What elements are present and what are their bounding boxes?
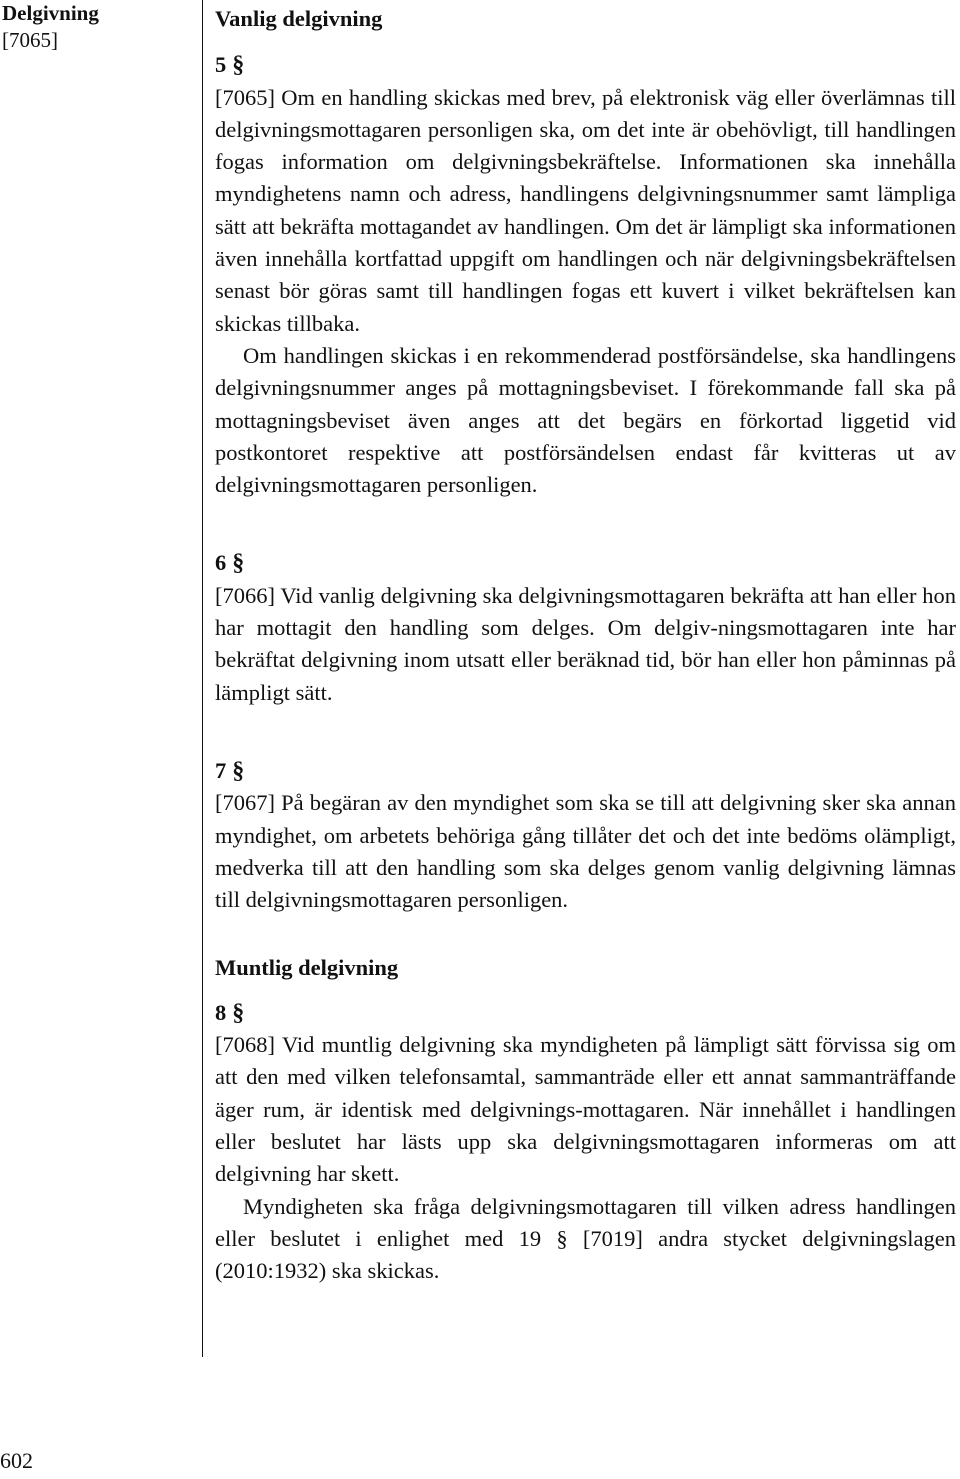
section-8-paragraph-2: Myndigheten ska fråga delgivningsmottagaren till vilken adress handlingen eller beslutet i enlighet med 19 § [7019] andra stycket delgivningslagen (2010:1932) ska skickas.	[215, 1193, 956, 1284]
section-number-text: 6	[215, 550, 227, 576]
paragraph-sign-icon: §	[232, 550, 245, 577]
section-number-text: 5	[215, 52, 227, 78]
section-number-text: 7	[215, 757, 227, 783]
vertical-rule	[202, 0, 203, 1357]
section-7-paragraph-1: [7067] På begäran av den myndighet som ska se till att delgivning sker ska annan myndighet, om arbetets behöriga gång tillåter det och det inte bedöms olämpligt, medverka till att den handling som ska delges genom vanlig delgivning lämnas till delgivningsmottagaren personligen.	[215, 790, 956, 913]
document-body	[215, 3, 956, 1287]
section-number-8	[215, 997, 956, 1029]
section-number-text: 8	[215, 999, 227, 1025]
paragraph-sign-icon: §	[232, 757, 245, 784]
margin-note-title: Delgivning	[2, 1, 99, 25]
section-6-paragraph-1: [7066] Vid vanlig delgivning ska delgivningsmottagaren bekräfta att han eller hon har mottagit den handling som delges. Om delgiv-ningsmottagaren inte har bekräftat delgivning inom utsatt eller beräknad tid, bör han eller hon påminnas på lämpligt sätt.	[215, 582, 956, 705]
section-number-7	[215, 755, 956, 787]
page-number: 602	[0, 1448, 33, 1473]
section-5-paragraph-2: Om handlingen skickas i en rekommenderad postförsändelse, ska handlingens delgivningsnummer anges på mottagningsbeviset. I förekommande fall ska på mottagningsbeviset även anges att det begärs en förkortad liggetid vid postkontoret respektive att postförsändelsen endast får kvitteras ut av delgivningsmottagaren personligen.	[215, 342, 956, 498]
section-number-5	[215, 49, 956, 81]
margin-note	[2, 0, 99, 54]
section-number-6	[215, 547, 956, 579]
heading-vanlig-delgivning: Vanlig delgivning	[215, 6, 383, 31]
margin-note-ref: [7065]	[2, 28, 58, 52]
section-5-paragraph-1: [7065] Om en handling skickas med brev, på elektronisk väg eller överlämnas till delgivningsmottagaren personligen ska, om det inte är obehövligt, till handlingen fogas information om delgivningsbekräftelse. Informationen ska innehålla myndighetens namn och adress, handlingens delgivningsnummer samt lämpliga sätt att bekräfta mottagandet av handlingen. Om det är lämpligt ska informationen även innehålla kortfattad uppgift om handlingen och när delgivningsbekräftelsen senast bör göras samt till handlingen fogas ett kuvert i vilket bekräftelsen kan skickas tillbaka.	[215, 84, 956, 336]
section-8-paragraph-1: [7068] Vid muntlig delgivning ska myndigheten på lämpligt sätt förvissa sig om att den med vilken telefonsamtal, sammanträde eller ett annat sammanträffande äger rum, är identisk med delgivnings-mottagaren. När innehållet i handlingen eller beslutet har lästs upp ska delgivningsmottagaren informeras om att delgivning har skett.	[215, 1032, 956, 1187]
paragraph-sign-icon: §	[232, 52, 245, 79]
heading-muntlig-delgivning: Muntlig delgivning	[215, 955, 399, 981]
paragraph-sign-icon: §	[232, 999, 245, 1026]
